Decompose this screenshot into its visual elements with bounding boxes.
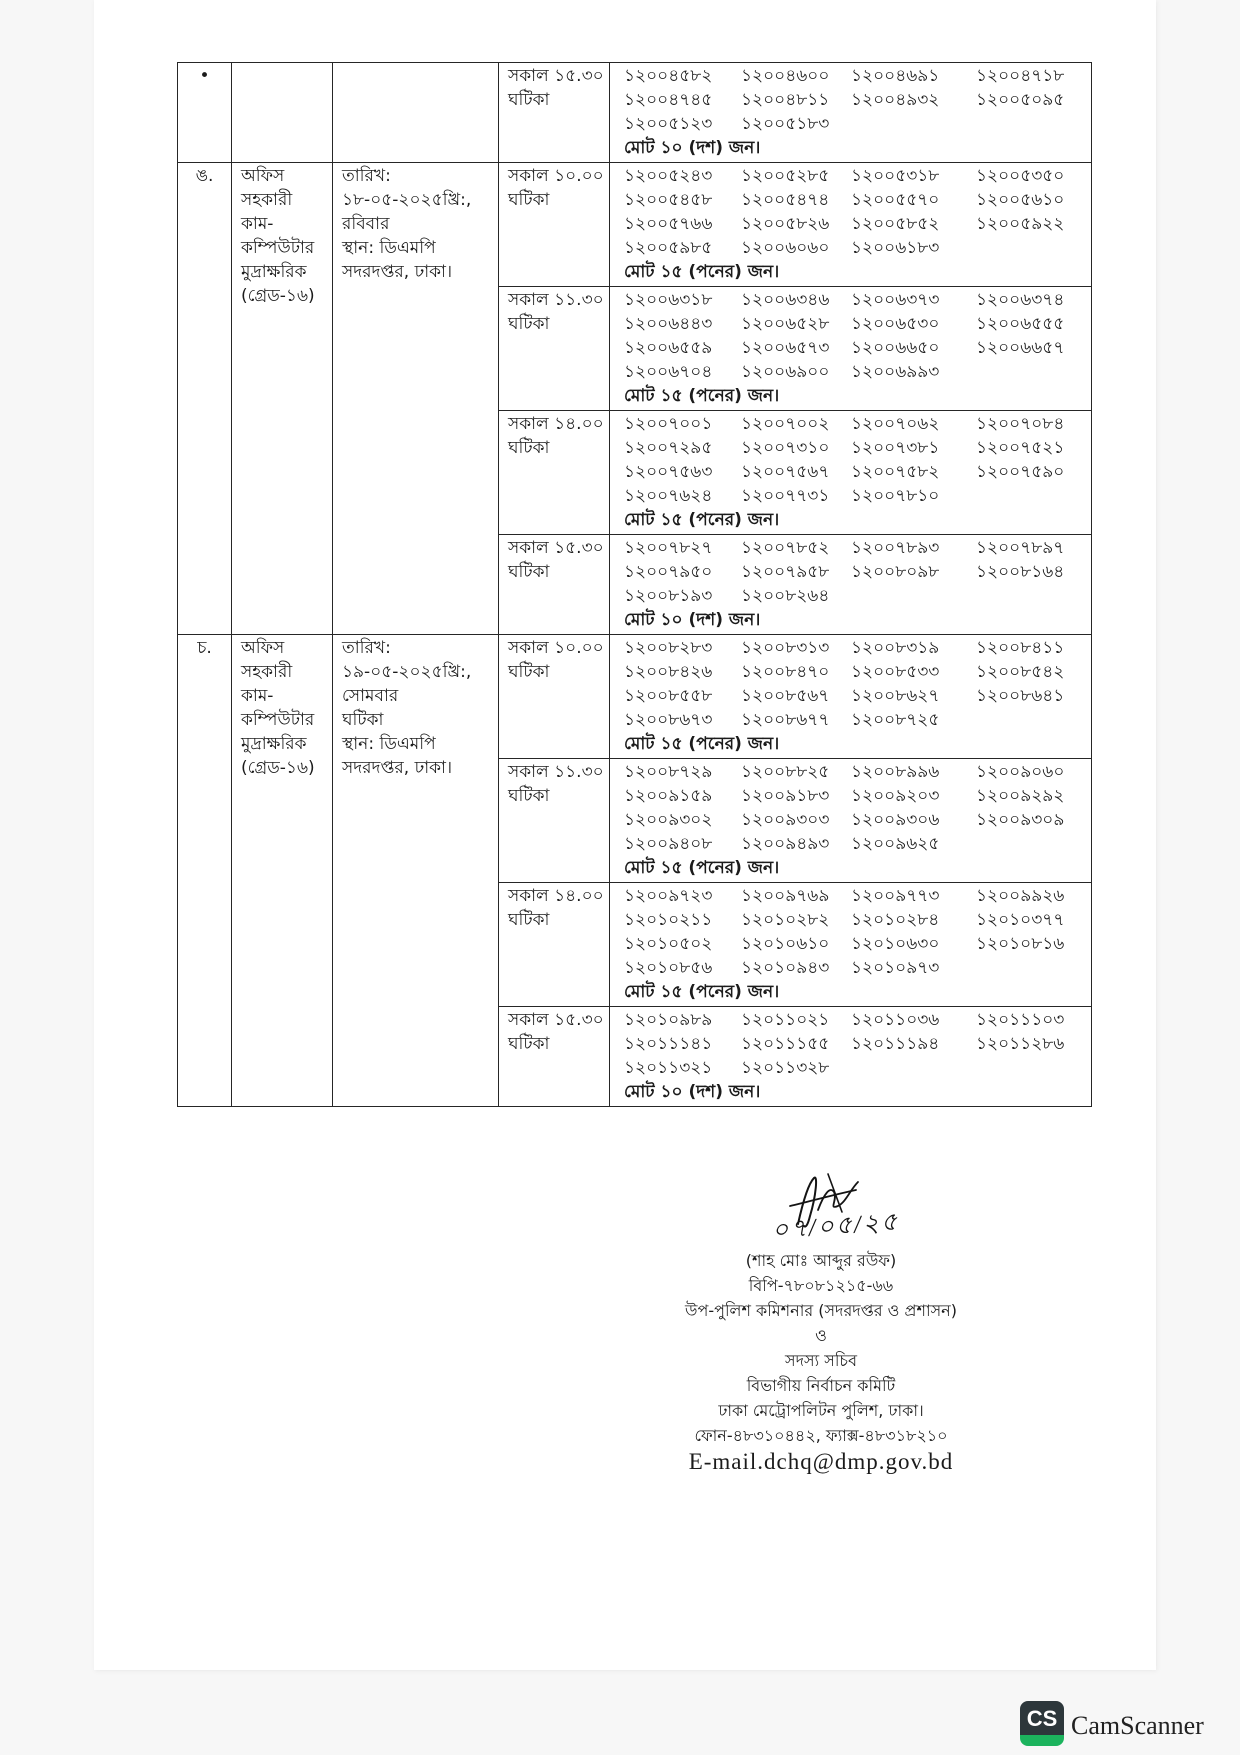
- signatory-designation: উপ-পুলিশ কমিশনার (সদরদপ্তর ও প্রশাসন): [685, 1301, 957, 1320]
- post-name-line: অফিস: [241, 166, 285, 186]
- roll-number: ১২০১১৩২১: [624, 1058, 713, 1078]
- roll-number: ১২০০৮৫৬৭: [741, 686, 830, 706]
- roll-number: ১২০০৭০৬২: [851, 414, 940, 434]
- candidate-total: মোট ১৫ (পনের) জন।: [624, 510, 780, 530]
- exam-time-line: সকাল ১৪.০০: [508, 414, 604, 434]
- roll-numbers-cell: [610, 535, 1092, 635]
- schedule-table-body: [178, 63, 1092, 1107]
- candidate-total: মোট ১০ (দশ) জন।: [624, 610, 761, 630]
- roll-number: ১২০১০৫০২: [624, 934, 713, 954]
- roll-number-grid: [624, 412, 1091, 508]
- roll-number: ১২০০৮২৬৪: [741, 586, 830, 606]
- schedule-row: [178, 163, 1092, 287]
- exam-time-line: ঘটিকা: [508, 438, 550, 458]
- schedule-row: [178, 635, 1092, 759]
- camscanner-logo-text: CS: [1026, 1706, 1058, 1731]
- roll-number: ১২০০৭৮২৭: [624, 538, 713, 558]
- roll-number: ১২০০৪৮১১: [741, 90, 830, 110]
- roll-number: ১২০০৬৫৭৩: [741, 338, 830, 358]
- roll-number: ১২০১০২৮৪: [851, 910, 940, 930]
- roll-number: ১২০০৬৬৫৭: [976, 338, 1065, 358]
- exam-time-cell: [499, 411, 610, 535]
- date-place-cell: [333, 63, 499, 163]
- post-name-cell: [232, 635, 333, 1107]
- date-place-line: ১৯-০৫-২০২৫খ্রি:,: [342, 662, 472, 682]
- exam-time-line: সকাল ১১.৩০: [508, 290, 604, 310]
- exam-time-cell: [499, 635, 610, 759]
- roll-number: ১২০০৫১২৩: [624, 114, 713, 134]
- date-place-cell: [333, 163, 499, 635]
- candidate-total: মোট ১০ (দশ) জন।: [624, 138, 761, 158]
- roll-number: ১২০০৫৫৭০: [851, 190, 940, 210]
- roll-number: ১২০০৮৩১৯: [851, 638, 940, 658]
- roll-number: ১২০০৬৭০৪: [624, 362, 713, 382]
- signatory-contact: ফোন-৪৮৩১০৪৪২, ফ্যাক্স-৪৮৩১৮২১০: [694, 1426, 948, 1445]
- roll-number: ১২০০৬৬৫০: [851, 338, 940, 358]
- roll-number: ১২০০৮০৯৮: [851, 562, 940, 582]
- roll-number: ১২০০৯২৯২: [976, 786, 1065, 806]
- roll-number-grid: [624, 1008, 1091, 1080]
- roll-number: ১২০০৮৫৩৩: [851, 662, 940, 682]
- date-place-line: সদরদপ্তর, ঢাকা।: [342, 262, 453, 282]
- exam-time-line: সকাল ১০.০০: [508, 638, 604, 658]
- roll-number: ১২০১১৩২৮: [741, 1058, 830, 1078]
- roll-number: ১২০০৬৩৭৩: [851, 290, 940, 310]
- roll-number: ১২০০৯৩০৩: [741, 810, 830, 830]
- post-name-line: (গ্রেড-১৬): [241, 758, 315, 778]
- roll-number-grid: [624, 536, 1091, 608]
- roll-number: ১২০০৭৬২৪: [624, 486, 713, 506]
- signatory-committee: বিভাগীয় নির্বাচন কমিটি: [746, 1376, 896, 1395]
- roll-number: ১২০০৮৬৭৩: [624, 710, 713, 730]
- exam-time-line: সকাল ১০.০০: [508, 166, 604, 186]
- roll-number: ১২০০৭৩১০: [741, 438, 830, 458]
- roll-number: ১২০০৭২৯৫: [624, 438, 713, 458]
- roll-number: ১২০০৮৫৫৮: [624, 686, 713, 706]
- exam-time-cell: [499, 759, 610, 883]
- roll-number: ১২০১১০২১: [741, 1010, 830, 1030]
- exam-time-line: সকাল ১৫.৩০: [508, 538, 604, 558]
- exam-time-line: ঘটিকা: [508, 90, 550, 110]
- post-name-line: কম্পিউটার: [241, 238, 315, 258]
- roll-number: ১২০০৫১৮৩: [741, 114, 830, 134]
- roll-number: ১২০০৯৪০৮: [624, 834, 713, 854]
- roll-number: ১২০০৬৩৪৬: [741, 290, 830, 310]
- post-name-cell: [232, 63, 333, 163]
- roll-number: ১২০০৭০০২: [741, 414, 830, 434]
- roll-number: ১২০০৫৩১৮: [851, 166, 940, 186]
- signature-stroke: [818, 1182, 858, 1210]
- date-place-line: ঘটিকা: [342, 710, 384, 730]
- roll-number: ১২০০৭৮৫২: [741, 538, 830, 558]
- roll-number: ১২০১০৯৪৩: [741, 958, 830, 978]
- candidate-total: মোট ১৫ (পনের) জন।: [624, 858, 780, 878]
- exam-time-line: ঘটিকা: [508, 562, 550, 582]
- exam-time-cell: [499, 1007, 610, 1107]
- roll-numbers-cell: [610, 287, 1092, 411]
- roll-number: ১২০০৭৫৬৭: [741, 462, 830, 482]
- roll-number: ১২০০৭৫৮২: [851, 462, 940, 482]
- post-name-line: কাম-: [241, 686, 274, 706]
- roll-number-grid: [624, 760, 1091, 856]
- roll-number: ১২০০৭৯৫০: [624, 562, 713, 582]
- exam-time-line: সকাল ১৪.০০: [508, 886, 604, 906]
- roll-number: ১২০০৭৫৯০: [976, 462, 1065, 482]
- roll-number: ১২০১১১০৩: [976, 1010, 1065, 1030]
- roll-number: ১২০০৮৪১১: [976, 638, 1065, 658]
- signatory-role: সদস্য সচিব: [785, 1351, 857, 1370]
- roll-number: ১২০০৬৪৪৩: [624, 314, 713, 334]
- signature-date: ০৭/০৫/২৫: [771, 1208, 901, 1245]
- roll-number: ১২০০৫৪৭৪: [741, 190, 830, 210]
- roll-number: ১২০০৯৪৯৩: [741, 834, 830, 854]
- roll-number: ১২০১০৮৫৬: [624, 958, 713, 978]
- roll-number: ১২০০৯৩০২: [624, 810, 713, 830]
- roll-number: ১২০০৬৯৯৩: [851, 362, 940, 382]
- roll-number: ১২০০৯৭৬৯: [741, 886, 830, 906]
- serial-cell: [178, 63, 232, 163]
- post-name-line: মুদ্রাক্ষরিক: [241, 262, 307, 282]
- roll-number: ১২০০৭৫২১: [976, 438, 1065, 458]
- roll-number-grid: [624, 636, 1091, 732]
- roll-number: ১২০০৮৭২৫: [851, 710, 940, 730]
- roll-number: ১২০০৮৪২৬: [624, 662, 713, 682]
- roll-number: ১২০০৮৮২৫: [741, 762, 830, 782]
- post-name-cell: [232, 163, 333, 635]
- roll-number: ১২০১০৯৭৩: [851, 958, 940, 978]
- exam-time-cell: [499, 883, 610, 1007]
- signatory-conjunction: ও: [815, 1326, 827, 1345]
- roll-number: ১২০০৭৫৬৩: [624, 462, 713, 482]
- roll-number: ১২০০৫০৯৫: [976, 90, 1065, 110]
- roll-number: ১২০১১০৩৬: [851, 1010, 940, 1030]
- roll-number: ১২০০৭৮৯৩: [851, 538, 940, 558]
- roll-number: ১২০০৮৩১৩: [741, 638, 830, 658]
- roll-number: ১২০০৯৭৭৩: [851, 886, 940, 906]
- roll-number-grid: [624, 884, 1091, 980]
- exam-time-line: ঘটিকা: [508, 662, 550, 682]
- candidate-total: মোট ১৫ (পনের) জন।: [624, 734, 780, 754]
- candidate-total: মোট ১৫ (পনের) জন।: [624, 262, 780, 282]
- roll-number: ১২০০৬৩৭৪: [976, 290, 1065, 310]
- exam-time-cell: [499, 287, 610, 411]
- roll-number: ১২০০৯২০৩: [851, 786, 940, 806]
- post-name-line: সহকারী: [241, 190, 293, 210]
- roll-number: ১২০০৫৯২২: [976, 214, 1065, 234]
- roll-number: ১২০০৮৪৭০: [741, 662, 830, 682]
- date-place-line: স্থান: ডিএমপি: [342, 734, 436, 754]
- roll-number: ১২০০৫৯৮৫: [624, 238, 713, 258]
- post-name-line: (গ্রেড-১৬): [241, 286, 315, 306]
- date-place-line: তারিখ:: [342, 638, 391, 658]
- roll-number: ১২০১১১৪১: [624, 1034, 713, 1054]
- roll-number: ১২০০৮২৮৩: [624, 638, 713, 658]
- exam-time-cell: [499, 163, 610, 287]
- schedule-row: [178, 63, 1092, 163]
- roll-number: ১২০১০৮১৬: [976, 934, 1065, 954]
- roll-number: ১২০০৬৫৫৯: [624, 338, 713, 358]
- roll-number: ১২০০৬৫২৮: [741, 314, 830, 334]
- roll-number: ১২০০৮১৬৪: [976, 562, 1065, 582]
- roll-number: ১২০১১১৫৫: [741, 1034, 830, 1054]
- roll-number-grid: [624, 164, 1091, 260]
- roll-number: ১২০০৭০৮৪: [976, 414, 1065, 434]
- roll-number: ১২০০৭৭৩১: [741, 486, 830, 506]
- signatory-name: (শাহ মোঃ আব্দুর রউফ): [745, 1251, 897, 1270]
- roll-number: ১২০০৬০৬০: [741, 238, 830, 258]
- roll-numbers-cell: [610, 759, 1092, 883]
- roll-number: ১২০০৪৭৪৫: [624, 90, 713, 110]
- roll-number: ১২০০৮৬২৭: [851, 686, 940, 706]
- roll-number: ১২০০৫৬১০: [976, 190, 1065, 210]
- post-name-line: কাম-: [241, 214, 274, 234]
- serial-number: •: [199, 66, 210, 86]
- roll-number: ১২০১০৩৭৭: [976, 910, 1065, 930]
- exam-time-cell: [499, 535, 610, 635]
- exam-time-line: ঘটিকা: [508, 1034, 550, 1054]
- roll-number: ১২০০৯৩০৬: [851, 810, 940, 830]
- roll-number: ১২০০৭৩৮১: [851, 438, 940, 458]
- date-place-line: তারিখ:: [342, 166, 391, 186]
- roll-number: ১২০১০২৮২: [741, 910, 830, 930]
- roll-number: ১২০০৪৭১৮: [976, 66, 1065, 86]
- signatory-email: E-mail.dchq@dmp.gov.bd: [688, 1449, 954, 1474]
- camscanner-wordmark: CamScanner: [1071, 1711, 1204, 1740]
- roll-number: ১২০০৯৩০৯: [976, 810, 1065, 830]
- exam-time-line: ঘটিকা: [508, 314, 550, 334]
- exam-time-cell: [499, 63, 610, 163]
- roll-numbers-cell: [610, 411, 1092, 535]
- roll-number: ১২০০৪৬০০: [741, 66, 830, 86]
- roll-number: ১২০০৪৬৯১: [851, 66, 940, 86]
- candidate-total: মোট ১৫ (পনের) জন।: [624, 982, 780, 1002]
- roll-number: ১২০০৮৭২৯: [624, 762, 713, 782]
- roll-number: ১২০০৮৬৭৭: [741, 710, 830, 730]
- roll-number: ১২০০৮১৯৩: [624, 586, 713, 606]
- date-place-line: স্থান: ডিএমপি: [342, 238, 436, 258]
- roll-number: ১২০১০৯৮৯: [624, 1010, 713, 1030]
- date-place-line: রবিবার: [342, 214, 390, 234]
- roll-number: ১২০০৬৯০০: [741, 362, 830, 382]
- roll-number: ১২০০৫৮২৬: [741, 214, 830, 234]
- signatory-organization: ঢাকা মেট্রোপলিটন পুলিশ, ঢাকা।: [718, 1401, 924, 1420]
- exam-time-line: ঘটিকা: [508, 786, 550, 806]
- roll-number-grid: [624, 288, 1091, 384]
- exam-time-line: সকাল ১৫.৩০: [508, 66, 604, 86]
- signatory-bp-number: বিপি-৭৮০৮১২১৫-৬৬: [748, 1276, 894, 1295]
- roll-number: ১২০০৬১৮৩: [851, 238, 940, 258]
- roll-numbers-cell: [610, 163, 1092, 287]
- roll-number: ১২০১১১৯৪: [851, 1034, 940, 1054]
- roll-number: ১২০০৯৭২৩: [624, 886, 713, 906]
- exam-time-line: সকাল ১৫.৩০: [508, 1010, 604, 1030]
- roll-number: ১২০১০৬১০: [741, 934, 830, 954]
- candidate-total: মোট ১০ (দশ) জন।: [624, 1082, 761, 1102]
- post-name-line: মুদ্রাক্ষরিক: [241, 734, 307, 754]
- roll-number: ১২০০৭০০১: [624, 414, 713, 434]
- serial-number: চ.: [197, 638, 212, 658]
- roll-numbers-cell: [610, 1007, 1092, 1107]
- roll-number: ১২০০৫৪৫৮: [624, 190, 713, 210]
- roll-number: ১২০০৫৮৫২: [851, 214, 940, 234]
- post-name-line: কম্পিউটার: [241, 710, 315, 730]
- roll-number: ১২০১০২১১: [624, 910, 713, 930]
- roll-number: ১২০০৮৬৪১: [976, 686, 1065, 706]
- exam-time-line: সকাল ১১.৩০: [508, 762, 604, 782]
- roll-number: ১২০০৭৮৯৭: [976, 538, 1065, 558]
- roll-number: ১২০০৫৭৬৬: [624, 214, 713, 234]
- roll-number: ১২০০৭৮১০: [851, 486, 940, 506]
- roll-number: ১২০০৫২৪৩: [624, 166, 713, 186]
- roll-number-grid: [624, 64, 1091, 136]
- candidate-total: মোট ১৫ (পনের) জন।: [624, 386, 780, 406]
- date-place-line: ১৮-০৫-২০২৫খ্রি:,: [342, 190, 472, 210]
- date-place-cell: [333, 635, 499, 1107]
- roll-number: ১২০০৯৯২৬: [976, 886, 1065, 906]
- roll-number: ১২০০৪৯৩২: [851, 90, 940, 110]
- roll-numbers-cell: [610, 635, 1092, 759]
- roll-number: ১২০১০৬৩০: [851, 934, 940, 954]
- roll-number: ১২০০৯০৬০: [976, 762, 1065, 782]
- roll-numbers-cell: [610, 883, 1092, 1007]
- roll-number: ১২০০৮৯৯৬: [851, 762, 940, 782]
- roll-number: ১২০০৬৫৩০: [851, 314, 940, 334]
- serial-number: ঙ.: [195, 166, 214, 186]
- exam-time-line: ঘটিকা: [508, 910, 550, 930]
- roll-number: ১২০০৮৫৪২: [976, 662, 1065, 682]
- exam-schedule-table: [177, 62, 1092, 1107]
- roll-number: ১২০০৪৫৮২: [624, 66, 713, 86]
- roll-number: ১২০০৬৫৫৫: [976, 314, 1065, 334]
- serial-cell: [178, 163, 232, 635]
- roll-number: ১২০০৯৬২৫: [851, 834, 940, 854]
- signatory-block: [621, 1248, 1021, 1476]
- post-name-line: সহকারী: [241, 662, 293, 682]
- camscanner-logo: [1020, 1701, 1064, 1746]
- serial-cell: [178, 635, 232, 1107]
- exam-time-line: ঘটিকা: [508, 190, 550, 210]
- roll-numbers-cell: [610, 63, 1092, 163]
- date-place-line: সোমবার: [342, 686, 399, 706]
- roll-number: ১২০০৫২৮৫: [741, 166, 830, 186]
- roll-number: ১২০০৯১৫৯: [624, 786, 713, 806]
- post-name-line: অফিস: [241, 638, 285, 658]
- roll-number: ১২০০৭৯৫৮: [741, 562, 830, 582]
- roll-number: ১২০০৫৩৫০: [976, 166, 1065, 186]
- roll-number: ১২০০৬৩১৮: [624, 290, 713, 310]
- date-place-line: সদরদপ্তর, ঢাকা।: [342, 758, 453, 778]
- roll-number: ১২০১১২৮৬: [976, 1034, 1065, 1054]
- roll-number: ১২০০৯১৮৩: [741, 786, 830, 806]
